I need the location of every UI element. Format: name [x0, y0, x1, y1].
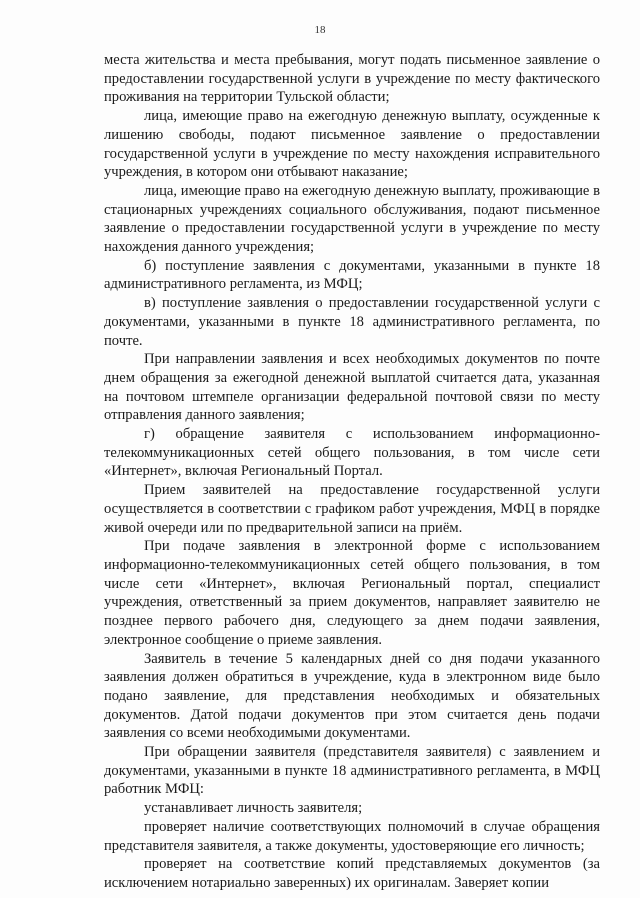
paragraph: При обращении заявителя (представителя заявителя) с заявлением и документами, указанными в пункте 18 административного регламента, в МФЦ работник МФЦ: [104, 744, 600, 798]
paragraph: проверяет наличие соответствующих полномочий в случае обращения представителя заявителя, а также документы, удостоверяющие его личность; [104, 818, 600, 854]
body-text [104, 51, 600, 893]
paragraph: При направлении заявления и всех необходимых документов по почте днем обращения за ежегодной денежной выплатой считается дата, указанная на почтовом штемпеле организации федеральной почтовой связи по месту отправления данного заявления; [104, 351, 600, 424]
paragraph: лица, имеющие право на ежегодную денежную выплату, осужденные к лишению свободы, подают письменное заявление о предоставлении государственной услуги в учреждение по месту нахождения исправительного учреждения, в котором они отбывают наказание; [104, 108, 600, 181]
paragraph: места жительства и места пребывания, могут подать письменное заявление о предоставлении государственной услуги в учреждение по месту фактического проживания на территории Тульской области; [104, 52, 600, 106]
paragraph: устанавливает личность заявителя; [144, 800, 363, 817]
page-number: 18 [314, 24, 326, 36]
paragraph: б) поступление заявления с документами, указанными в пункте 18 административного регламента, из МФЦ; [104, 257, 600, 293]
paragraph: лица, имеющие право на ежегодную денежную выплату, проживающие в стационарных учреждениях социального обслуживания, подают письменное заявление о предоставлении государственной услуги в учреждение по месту нахождения данного учреждения; [104, 182, 600, 256]
paragraph: Прием заявителей на предоставление государственной услуги осуществляется в соответствии с графиком работ учреждения, МФЦ в порядке живой очереди или по предварительной записи на приём. [104, 482, 600, 536]
paragraph: г) обращение заявителя с использованием информационно-телекоммуникационных сетей общего пользования, в том числе сети «Интернет», включая Региональный Портал. [104, 426, 600, 480]
paragraph: Заявитель в течение 5 календарных дней со дня подачи указанного заявления должен обратиться в учреждение, куда в электронном виде было подано заявление, для представления необходимых и обязательных документов. Датой подачи документов при этом считается день подачи заявления со всеми необходимыми документами. [104, 650, 600, 742]
paragraph: проверяет на соответствие копий представляемых документов (за исключением нотариально заверенных) их оригиналам. Заверяет копии [104, 856, 600, 891]
paragraph: в) поступление заявления о предоставлении государственной услуги с документами, указанными в пункте 18 административного регламента, по почте. [104, 295, 600, 349]
paragraph: При подаче заявления в электронной форме с использованием информационно-телекоммуникационных сетей общего пользования, в том числе сети «Интернет», включая Региональный портал, специалист учреждения, ответственный за прием документов, направляет заявителю не позднее первого рабочего дня, следующего за днем подачи заявления, электронное сообщение о приеме заявления. [104, 538, 600, 648]
